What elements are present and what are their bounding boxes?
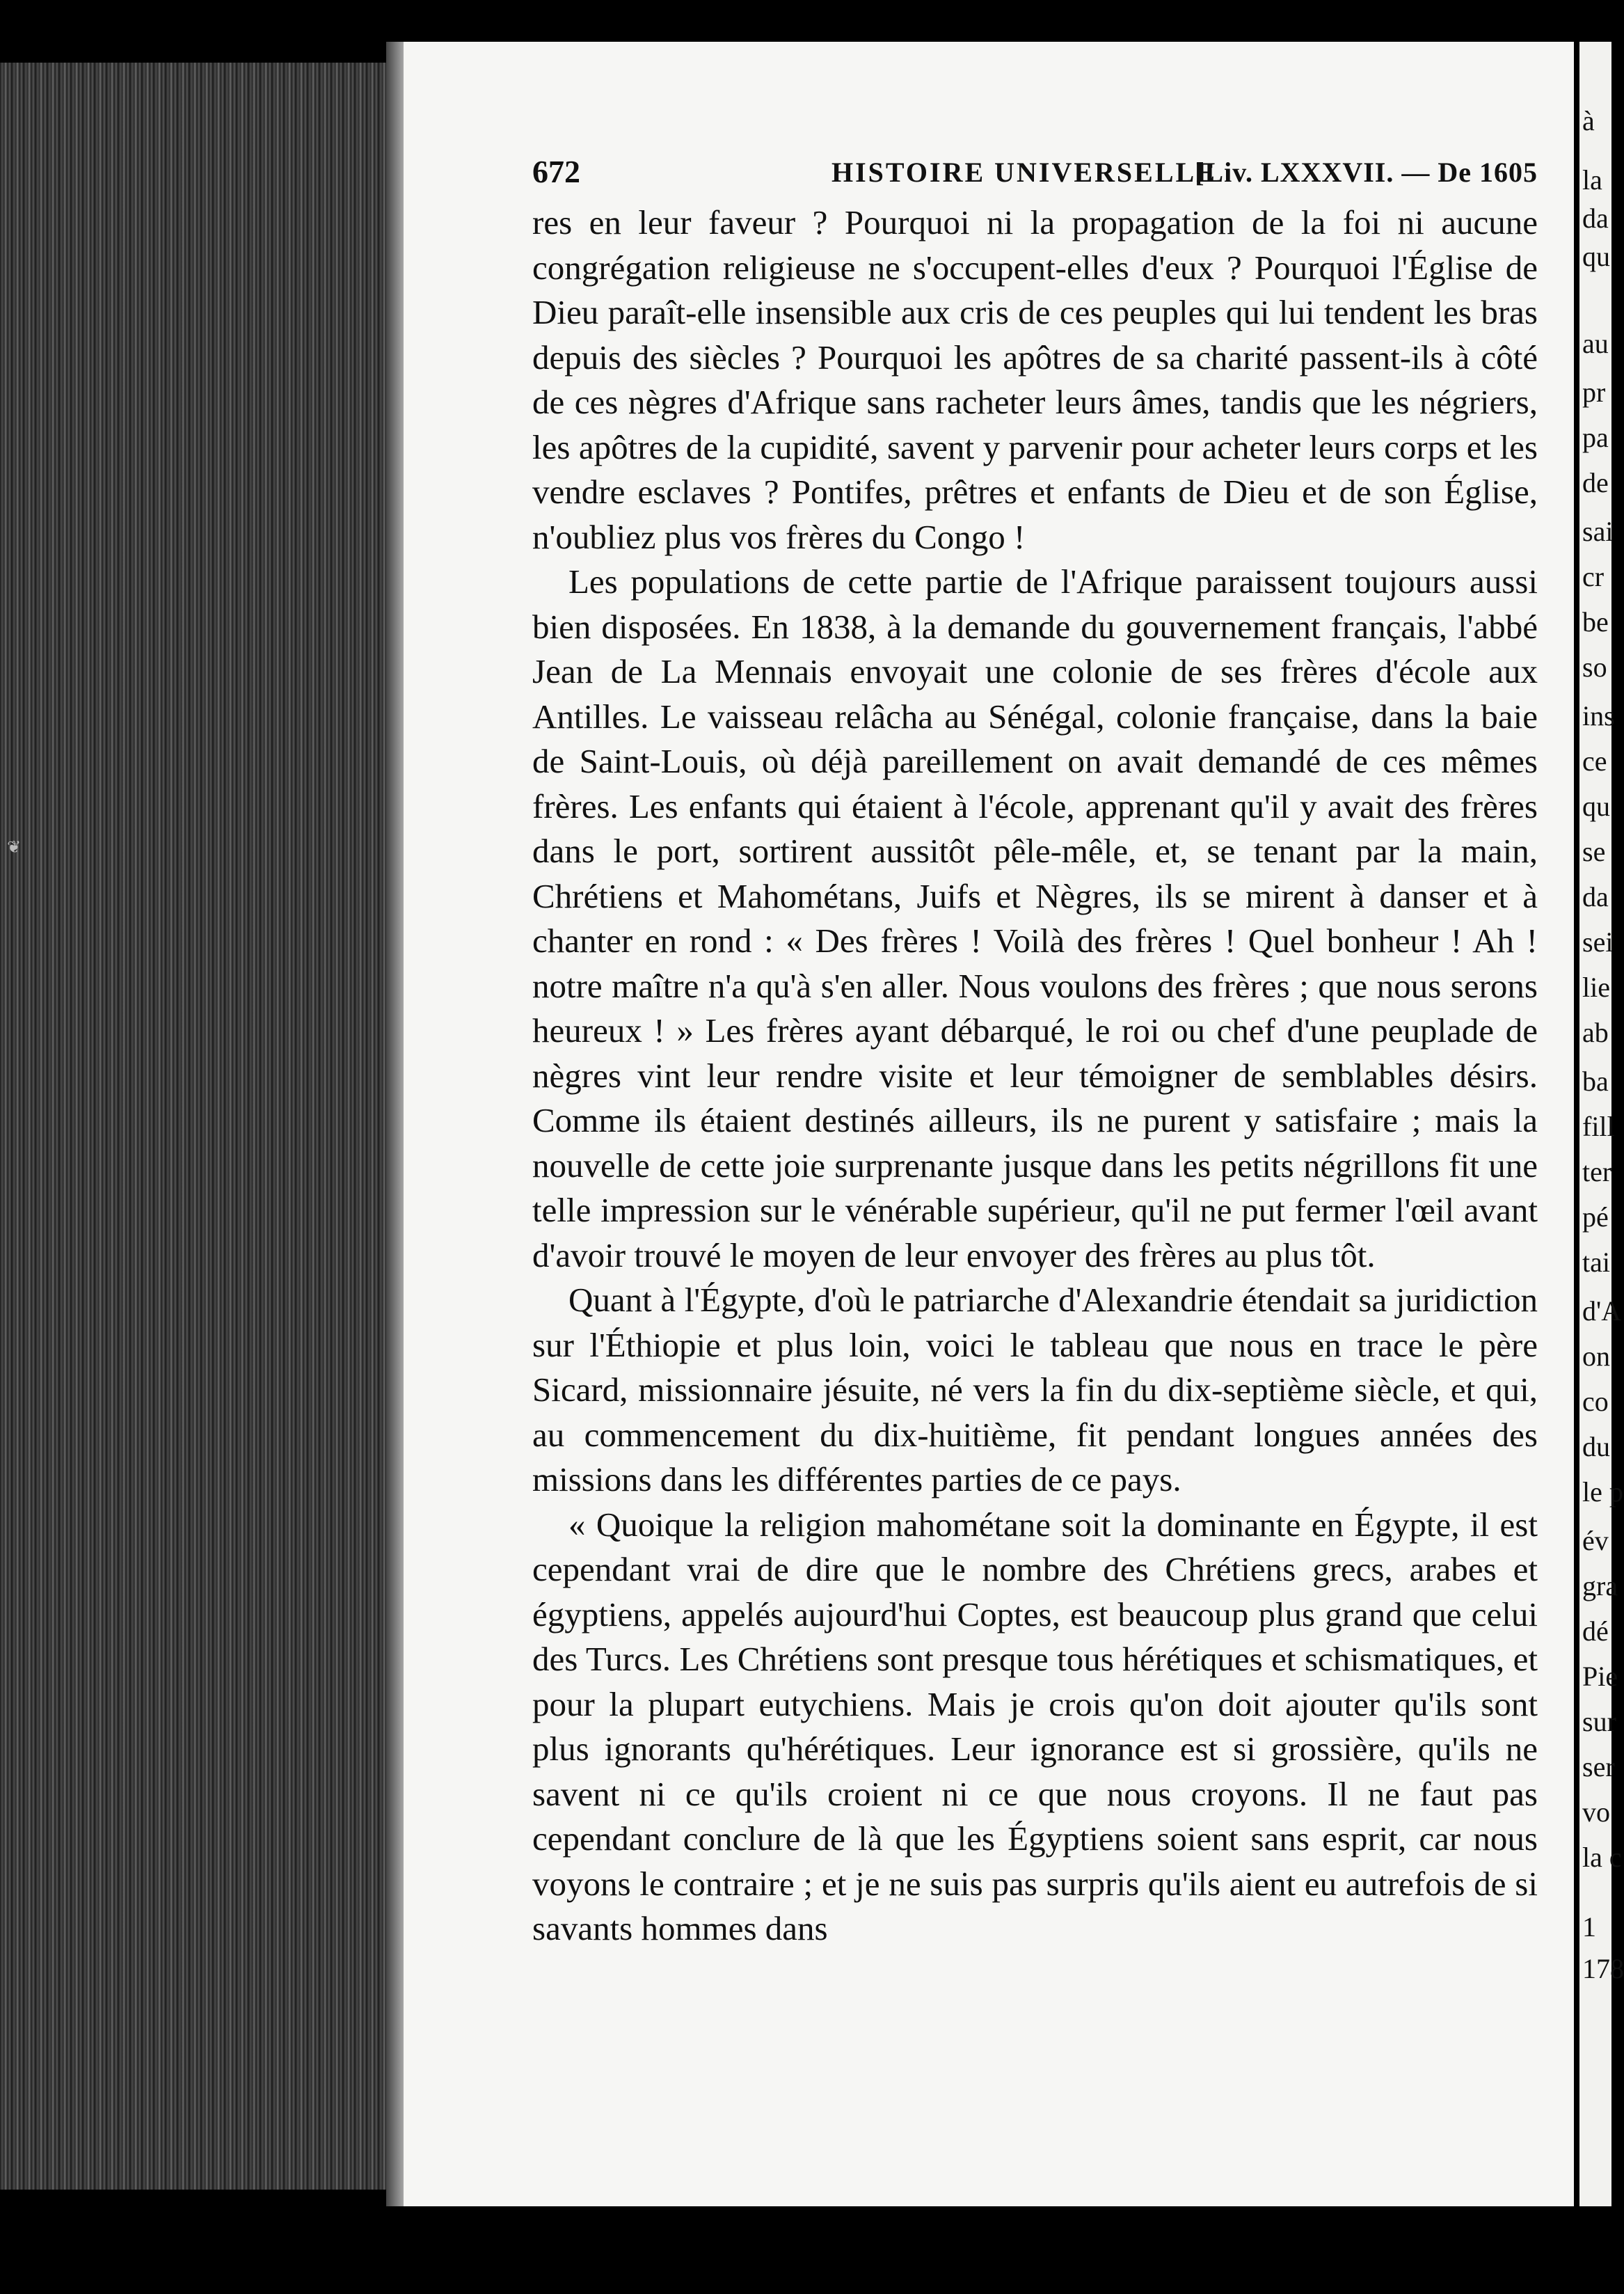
- running-title: HISTOIRE UNIVERSELLE: [831, 157, 1217, 188]
- adjacent-page-fragment: sei: [1582, 926, 1614, 958]
- adjacent-page-fragment: év: [1582, 1525, 1609, 1556]
- adjacent-page-fragment: de: [1582, 467, 1609, 498]
- adjacent-page-fragment: d'A: [1582, 1295, 1622, 1327]
- adjacent-page-fragment: ce: [1582, 745, 1607, 777]
- paragraph: Quant à l'Égypte, d'où le patriarche d'Alexandrie étendait sa juridiction sur l'Éthiopie et plus loin, voici le tableau que nous en trace le père Sicard, missionnaire jésuite, né vers la fin du dix-septième siècle, et qui, au commencement du dix-huitième, fit pendant longues années des missions dans les différentes parties de ce pays.: [532, 1281, 1538, 1498]
- adjacent-page-fragment: dé: [1582, 1615, 1609, 1647]
- adjacent-page-fragment: pr: [1582, 377, 1606, 408]
- adjacent-page-fragment: tai: [1582, 1247, 1610, 1278]
- paragraph: « Quoique la religion mahométane soit la dominante en Égypte, il est cependant vrai de dire que le nombre des Chrétiens grecs, arabes et égyptiens, appelés aujourd'hui Coptes, est beaucoup plus grand que celui des Turcs. Les Chrétiens sont presque tous hérétiques et schismatiques, et pour la plupart eutychiens. Mais je crois qu'on doit ajouter qu'ils sont plus ignorants qu'hérétiques. Leur ignorance est si grossière, qu'ils ne savent ni ce qu'ils croient ni ce que nous croyons. Il ne faut pas cependant conclure de là que les Égyptiens soient sans esprit, car nous voyons le contraire ; et je ne suis pas surpris qu'ils aient eu autrefois de si savants hommes dans: [532, 1505, 1538, 1947]
- book-page: [404, 42, 1574, 2206]
- adjacent-page-fragment: ter: [1582, 1156, 1612, 1187]
- adjacent-page-fragment: ab: [1582, 1017, 1609, 1048]
- adjacent-page-fragment: be: [1582, 606, 1609, 638]
- adjacent-page-fragment: ba: [1582, 1066, 1609, 1097]
- edge-mark-icon: ❦: [7, 839, 22, 857]
- adjacent-page-fragment: sur: [1582, 1706, 1616, 1737]
- adjacent-page-fragment: au: [1582, 328, 1609, 359]
- adjacent-page-fragment: 178: [1582, 1953, 1624, 1984]
- adjacent-page-fragment: qu: [1582, 791, 1610, 822]
- adjacent-page-fragment: ser: [1582, 1751, 1615, 1782]
- adjacent-page-fragment: pa: [1582, 422, 1609, 453]
- section-reference: [Liv. LXXXVII. — De 1605: [1195, 157, 1538, 188]
- adjacent-page-fragment: la c: [1582, 1842, 1622, 1873]
- adjacent-page-fragment: ins: [1582, 700, 1615, 731]
- adjacent-page-fragment: so: [1582, 651, 1607, 683]
- adjacent-page-fragment: cr: [1582, 561, 1605, 592]
- adjacent-page-fragment: se: [1582, 836, 1606, 867]
- adjacent-page-fragment: sai: [1582, 516, 1614, 547]
- adjacent-page-fragment: da: [1582, 203, 1609, 234]
- adjacent-page-fragment: on: [1582, 1340, 1610, 1372]
- adjacent-page-fragment: 1: [1582, 1911, 1596, 1943]
- adjacent-page-fragment: gra: [1582, 1570, 1618, 1601]
- page-divider: [1574, 42, 1579, 2206]
- adjacent-page-fragment: co: [1582, 1386, 1609, 1417]
- adjacent-page-fragment: à: [1582, 105, 1595, 136]
- book-page-edges: [0, 0, 404, 2294]
- adjacent-page-sliver: [1579, 42, 1624, 2206]
- adjacent-page-fragment: da: [1582, 881, 1609, 912]
- adjacent-page-fragment: pé: [1582, 1201, 1609, 1233]
- adjacent-page-fragment: du: [1582, 1431, 1610, 1462]
- adjacent-page-fragment: lie: [1582, 972, 1610, 1003]
- adjacent-page-fragment: la: [1582, 164, 1602, 196]
- page-number: 672: [532, 154, 580, 189]
- adjacent-page-fragment: fill: [1582, 1111, 1615, 1142]
- adjacent-page-fragment: le p: [1582, 1476, 1623, 1508]
- adjacent-page-fragment: vo: [1582, 1796, 1610, 1828]
- body-text: [532, 200, 1538, 1952]
- adjacent-page-fragment: Pie: [1582, 1661, 1618, 1692]
- paragraph: Les populations de cette partie de l'Afrique paraissent toujours aussi bien disposées. En 1838, à la demande du gouvernement français, l'abbé Jean de La Mennais envoyait une colonie de ses frères d'école aux Antilles. Le vaisseau relâcha au Sénégal, colonie française, dans la baie de Saint-Louis, où déjà pareillement on avait demandé de ces mêmes frères. Les enfants qui étaient à l'école, apprenant qu'il y avait des frères dans le port, sortirent aussitôt pêle-mêle, et, se tenant par la main, Chrétiens et Mahométans, Juifs et Nègres, ils se mirent à danser et à chanter en rond : « Des frères ! Voilà des frères ! Quel bonheur ! Ah ! notre maître n'a qu'à s'en aller. Nous voulons des frères ; que nous serons heureux ! » Les frères ayant débarqué, le roi ou chef d'une peuplade de nègres vint leur rendre visite et leur témoigner de semblables désirs. Comme ils étaient destinés ailleurs, ils ne purent y satisfaire ; mais la nouvelle de cette joie surprenante jusque dans les petits négrillons fit une telle impression sur le vénérable supérieur, qu'il ne put fermer l'œil avant d'avoir trouvé le moyen de leur envoyer des frères au plus tôt.: [532, 562, 1538, 1274]
- paragraph: res en leur faveur ? Pourquoi ni la propagation de la foi ni aucune congrégation religieuse ne s'occupent-elles d'eux ? Pourquoi l'Église de Dieu paraît-elle insensible aux cris de ces peuples qui lui tendent les bras depuis des siècles ? Pourquoi les apôtres de sa charité passent-ils à côté de ces nègres d'Afrique sans racheter leurs âmes, tandis que les négriers, les apôtres de la cupidité, savent y parvenir pour acheter leurs corps et les vendre esclaves ? Pontifes, prêtres et enfants de Dieu et de son Église, n'oubliez plus vos frères du Congo !: [532, 203, 1538, 556]
- adjacent-page-fragment: qu: [1582, 241, 1610, 272]
- running-header: [532, 153, 1538, 202]
